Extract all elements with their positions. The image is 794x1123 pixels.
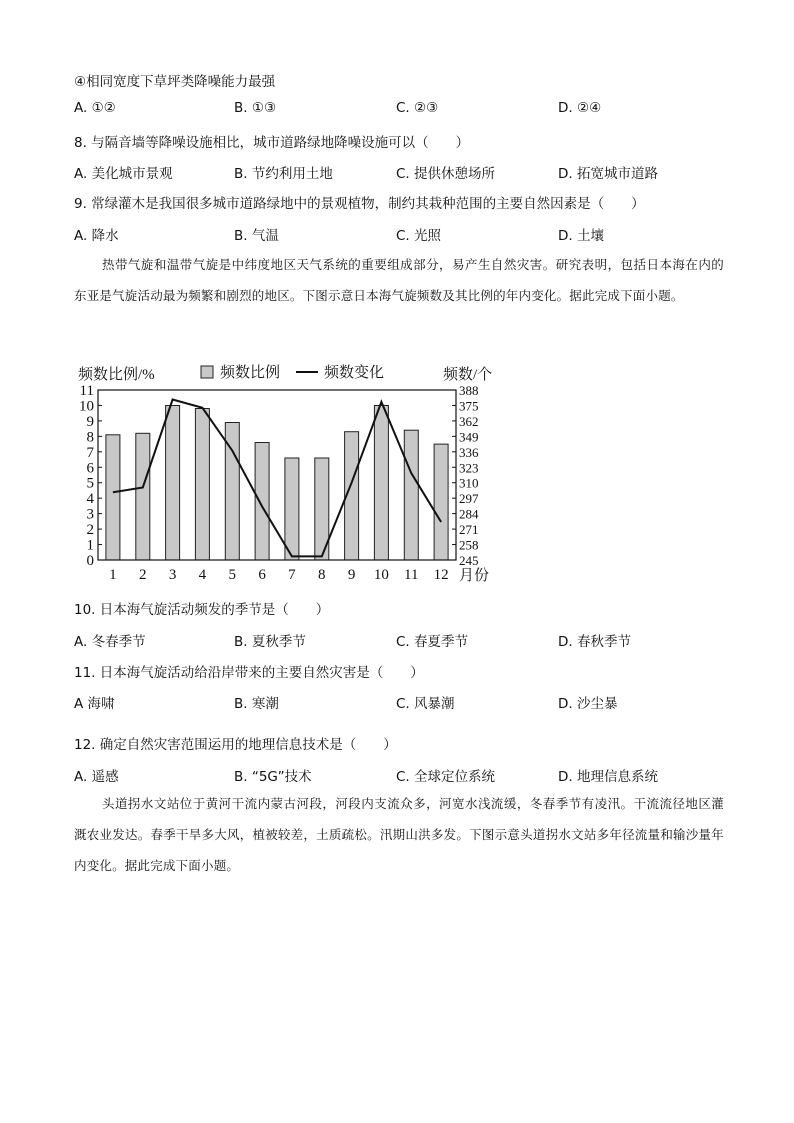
q12-option-b[interactable]: B. “5G”技术 bbox=[234, 769, 312, 785]
q12-option-a[interactable]: A. 遥感 bbox=[74, 769, 119, 785]
bar-month-4 bbox=[195, 409, 209, 561]
left-tick-label: 3 bbox=[86, 506, 94, 523]
bar-month-11 bbox=[404, 430, 418, 560]
left-tick-label: 1 bbox=[86, 537, 94, 554]
q8-option-d[interactable]: D. 拓宽城市道路 bbox=[558, 166, 658, 182]
q8-option-b[interactable]: B. 节约利用土地 bbox=[234, 166, 333, 182]
plot-frame bbox=[98, 390, 456, 560]
right-tick-label: 284 bbox=[459, 506, 479, 522]
q9-option-c[interactable]: C. 光照 bbox=[396, 228, 442, 244]
q8-options bbox=[74, 162, 724, 182]
left-tick-label: 5 bbox=[86, 475, 94, 492]
frequency-line bbox=[113, 400, 441, 557]
q12-options bbox=[74, 765, 724, 785]
q10-stem: 10. 日本海气旋活动频发的季节是（ ） bbox=[74, 602, 330, 618]
right-tick-label: 375 bbox=[459, 398, 479, 414]
x-tick-label: 9 bbox=[347, 567, 356, 583]
right-tick-label: 336 bbox=[459, 444, 479, 460]
q10-option-a[interactable]: A. 冬春季节 bbox=[74, 634, 146, 650]
q8-stem: 8. 与隔音墙等降噪设施相比，城市道路绿地降噪设施可以（ ） bbox=[74, 135, 470, 151]
bar-month-3 bbox=[166, 406, 180, 561]
passage-cyclone: 热带气旋和温带气旋是中纬度地区天气系统的重要组成部分，易产生自然灾害。研究表明，包括日本海在内的东亚是气旋活动最为频繁和剧烈的地区。下图示意日本海气旋频数及其比例的年内变化。据此完成下面小题。 bbox=[74, 257, 724, 303]
right-tick-label: 271 bbox=[459, 522, 479, 538]
left-tick-label: 4 bbox=[86, 491, 94, 508]
right-tick-label: 258 bbox=[459, 537, 479, 553]
q12-option-c[interactable]: C. 全球定位系统 bbox=[396, 769, 496, 785]
bar-month-1 bbox=[106, 435, 120, 560]
x-tick-label: 11 bbox=[404, 567, 419, 583]
q11-option-c[interactable]: C. 风暴潮 bbox=[396, 696, 455, 712]
cyclone-frequency-chart bbox=[70, 358, 510, 584]
q7-options bbox=[74, 100, 724, 120]
left-tick-label: 11 bbox=[79, 383, 94, 399]
q7-option-b[interactable]: B. ①③ bbox=[234, 100, 277, 116]
chart-legend bbox=[201, 364, 384, 381]
x-axis-title: 月份 bbox=[459, 568, 490, 584]
right-tick-label: 362 bbox=[459, 413, 479, 429]
q10-option-c[interactable]: C. 春夏季节 bbox=[396, 634, 469, 650]
x-tick-label: 5 bbox=[228, 567, 236, 583]
bar-month-12 bbox=[434, 444, 448, 560]
q11-option-d[interactable]: D. 沙尘暴 bbox=[558, 696, 618, 712]
right-tick-label: 310 bbox=[459, 475, 479, 491]
left-tick-label: 10 bbox=[79, 398, 94, 415]
q7-statement-4: ④相同宽度下草坪类降噪能力最强 bbox=[74, 74, 276, 90]
x-tick-label: 10 bbox=[373, 567, 389, 583]
bar-month-6 bbox=[255, 443, 269, 561]
x-tick-label: 12 bbox=[433, 567, 449, 583]
legend-bar-swatch bbox=[201, 366, 213, 378]
q7-option-d[interactable]: D. ②④ bbox=[558, 100, 602, 116]
legend-bar-label: 频数比例 bbox=[220, 365, 281, 381]
x-tick-label: 2 bbox=[139, 567, 147, 583]
left-tick-label: 2 bbox=[86, 522, 94, 539]
q7-option-c[interactable]: C. ②③ bbox=[396, 100, 439, 116]
q7-option-a[interactable]: A. ①② bbox=[74, 100, 116, 116]
q10-option-b[interactable]: B. 夏秋季节 bbox=[234, 634, 306, 650]
q11-option-a[interactable]: A 海啸 bbox=[74, 696, 115, 712]
q9-stem: 9. 常绿灌木是我国很多城市道路绿地中的景观植物，制约其栽种范围的主要自然因素是（ ） bbox=[74, 196, 645, 212]
q8-option-a[interactable]: A. 美化城市景观 bbox=[74, 166, 173, 182]
x-tick-label: 1 bbox=[109, 567, 117, 583]
q10-option-d[interactable]: D. 春秋季节 bbox=[558, 634, 631, 650]
legend-line-label: 频数变化 bbox=[324, 365, 385, 381]
q11-option-b[interactable]: B. 寒潮 bbox=[234, 696, 279, 712]
right-tick-label: 245 bbox=[459, 553, 479, 568]
right-tick-label: 323 bbox=[459, 460, 479, 476]
left-tick-label: 9 bbox=[86, 413, 94, 430]
x-tick-label: 6 bbox=[258, 567, 266, 583]
q9-option-d[interactable]: D. 土壤 bbox=[558, 228, 604, 244]
q9-option-a[interactable]: A. 降水 bbox=[74, 228, 119, 244]
left-tick-label: 6 bbox=[86, 460, 94, 477]
bar-month-10 bbox=[374, 406, 388, 561]
x-tick-label: 3 bbox=[168, 567, 177, 583]
q9-options bbox=[74, 224, 724, 244]
right-axis-title: 频数/个 bbox=[443, 367, 493, 383]
q12-option-d[interactable]: D. 地理信息系统 bbox=[558, 769, 658, 785]
left-tick-label: 0 bbox=[86, 553, 94, 569]
right-tick-label: 349 bbox=[459, 429, 479, 445]
q10-options bbox=[74, 630, 724, 650]
left-axis-title: 频数比例/% bbox=[78, 367, 155, 383]
right-tick-label: 297 bbox=[459, 491, 479, 507]
q11-options bbox=[74, 692, 724, 712]
x-tick-label: 7 bbox=[288, 567, 296, 583]
bar-month-7 bbox=[285, 458, 299, 560]
x-tick-label: 8 bbox=[318, 567, 326, 583]
passage-runoff: 头道拐水文站位于黄河干流内蒙古河段，河段内支流众多，河宽水浅流缓，冬春季节有凌汛。干流流径地区灌溉农业发达。春季干旱多大风，植被较差，土质疏松。汛期山洪多发。下图示意头道拐水文站多年径流量和输沙量年内变化。据此完成下面小题。 bbox=[74, 796, 724, 873]
left-tick-label: 7 bbox=[86, 444, 94, 461]
bar-month-2 bbox=[136, 433, 150, 560]
q11-stem: 11. 日本海气旋活动给沿岸带来的主要自然灾害是（ ） bbox=[74, 665, 424, 681]
q9-option-b[interactable]: B. 气温 bbox=[234, 228, 279, 244]
q8-option-c[interactable]: C. 提供休憩场所 bbox=[396, 166, 496, 182]
left-tick-label: 8 bbox=[86, 429, 94, 446]
x-tick-label: 4 bbox=[198, 567, 207, 583]
q12-stem: 12. 确定自然灾害范围运用的地理信息技术是（ ） bbox=[74, 737, 397, 753]
right-tick-label: 388 bbox=[459, 383, 479, 398]
